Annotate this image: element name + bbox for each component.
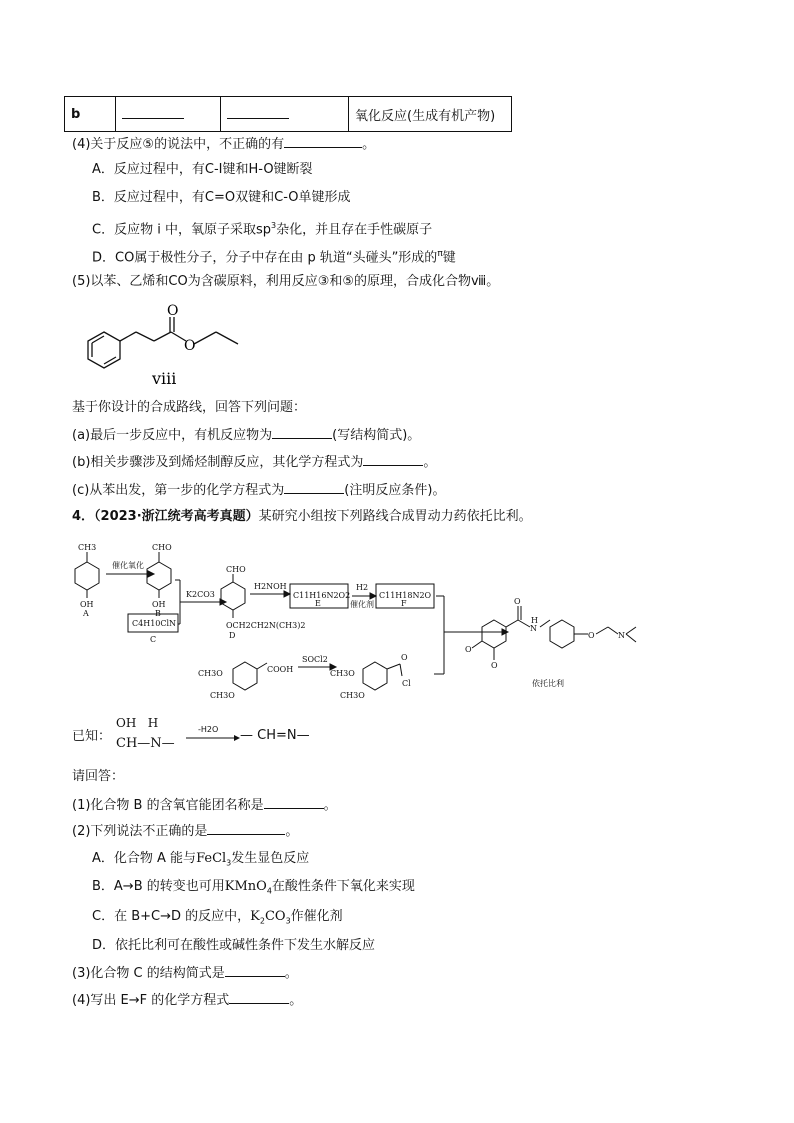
known-condition: -H2O	[198, 725, 219, 734]
k2co3-k: K	[250, 909, 260, 924]
socl2-label: SOCl2	[302, 655, 328, 664]
table-blank-cell-2	[221, 97, 349, 132]
q5-intro: 基于你设计的合成路线，回答下列问题：	[72, 400, 307, 415]
fecl3: FeCl	[196, 851, 227, 866]
answer-blank	[284, 135, 362, 148]
q4-option-c-text-2: 杂化，并且存在手性碳原子	[276, 222, 433, 238]
q4-option-c	[92, 217, 432, 239]
d-substituent: OCH2CH2N(CH3)2	[226, 621, 306, 630]
d-label: D	[229, 631, 236, 640]
option-a-text: A．化合物 A 能与	[92, 851, 197, 866]
answer-blank	[363, 453, 423, 466]
known-reactant	[116, 716, 158, 730]
q5-part-b-end: 。	[423, 455, 437, 470]
answer-blank	[264, 796, 324, 809]
synthesis-scheme	[62, 532, 662, 712]
product-name: 依托比利	[532, 679, 564, 688]
question-2	[72, 822, 298, 841]
product-ring-2	[550, 620, 574, 648]
e-label: E	[315, 599, 321, 608]
q5-part-b-text: (b)相关步骤涉及到烯烃制醇反应，其化学方程式为	[72, 455, 364, 470]
question-2-option-c	[92, 908, 343, 931]
question-1-text: (1)化合物 B 的含氧官能团名称是	[72, 798, 264, 813]
question-3-text: (3)化合物 C 的结构简式是	[72, 966, 225, 981]
sub-4: 4	[266, 886, 272, 896]
b-cho: CHO	[152, 543, 172, 552]
product-ether-o: O	[588, 631, 595, 640]
e-formula: C11H16N2O2	[293, 591, 351, 600]
b-label: B	[155, 609, 161, 618]
question-2-text: (2)下列说法不正确的是	[72, 824, 208, 839]
acid-ring	[233, 662, 257, 690]
acid-ome-2: CH3O	[210, 691, 235, 700]
answer-blank	[207, 822, 285, 835]
carbonyl-o-label: O	[167, 303, 179, 319]
question-4-end: 。	[289, 993, 303, 1008]
acid-cooh: COOH	[267, 665, 294, 674]
q5-part-a-end: (写结构简式)。	[332, 428, 421, 443]
sub-3: 3	[226, 858, 232, 868]
q5-part-c	[72, 481, 445, 500]
acyl-ome-2: CH3O	[340, 691, 365, 700]
k2co3-label: K2CO3	[186, 590, 215, 599]
question-2-option-a	[92, 850, 309, 873]
q4-stem	[72, 135, 375, 154]
problem-stem-text: 某研究小组按下列路线合成胃动力药依托比利。	[258, 509, 532, 524]
q4-stem-end: 。	[362, 137, 376, 152]
problem-number: 4．	[72, 509, 95, 524]
problem-4-stem	[72, 508, 532, 526]
f-formula: C11H18N2O	[379, 591, 432, 600]
table-blank-cell-1	[116, 97, 221, 132]
q4-option-d	[92, 245, 456, 267]
acyl-chloride-ring	[363, 662, 387, 690]
compound-viii-label: viii	[152, 369, 177, 388]
please-answer: 请回答：	[72, 769, 125, 784]
acyl-cl: Cl	[402, 679, 411, 688]
question-4	[72, 991, 302, 1010]
c-formula: C4H10ClN	[132, 619, 177, 628]
q5-part-b	[72, 453, 436, 472]
option-b-text-2: 在酸性条件下氧化来实现	[271, 879, 415, 894]
known-product: — CH=N—	[240, 728, 310, 743]
question-2-option-b	[92, 878, 415, 901]
compound-d-ring	[221, 582, 245, 610]
compound-a-ring	[75, 562, 99, 590]
reaction-table	[64, 96, 512, 132]
table-cell-reaction-type: 氧化反应(生成有机产物)	[349, 97, 512, 132]
question-1-end: 。	[323, 798, 337, 813]
q5-part-c-end: (注明反应条件)。	[344, 483, 446, 498]
product-amide-n: N	[530, 624, 537, 633]
ester-o-label: O	[184, 338, 196, 354]
answer-blank	[284, 481, 344, 494]
q5-part-a-text: (a)最后一步反应中，有机反应物为	[72, 428, 273, 443]
q4-stem-text: (4)关于反应⑤的说法中，不正确的有	[72, 137, 285, 152]
answer-blank	[229, 991, 289, 1004]
h2-label: H2	[356, 583, 369, 592]
question-3-end: 。	[284, 966, 298, 981]
f-label: F	[401, 599, 407, 608]
question-2-option-d: D．依托比利可在酸性或碱性条件下发生水解反应	[92, 938, 376, 953]
a-label: A	[83, 609, 89, 618]
known-label: 已知：	[72, 729, 112, 744]
question-3	[72, 964, 298, 983]
b-oh: OH	[152, 600, 166, 609]
known-arrow	[186, 733, 242, 743]
q4-option-a: A．反应过程中，有C-I键和H-O键断裂	[92, 162, 313, 177]
q4-option-d-text: D．CO属于极性分子，分子中存在由 p 轨道“头碰头”形成的	[92, 250, 438, 266]
problem-source: （2023·浙江统考高考真题）	[94, 509, 259, 524]
option-a-text-2: 发生显色反应	[231, 851, 310, 866]
question-4-text: (4)写出 E→F 的化学方程式	[72, 993, 230, 1008]
question-1	[72, 796, 337, 815]
product-amine-n: N	[618, 631, 625, 640]
c-label: C	[150, 635, 157, 644]
a-ch3: CH3	[78, 543, 97, 552]
product-carbonyl-o: O	[514, 597, 521, 606]
product-ome-1: O	[465, 645, 472, 654]
acyl-ome-1: CH3O	[330, 669, 355, 678]
catalyst-label: 催化剂	[350, 600, 374, 609]
acyl-o: O	[401, 653, 408, 662]
pi-symbol: π	[437, 249, 443, 259]
option-b-text: B．A→B 的转变也可用	[92, 879, 225, 894]
known-oh: OH	[116, 716, 137, 730]
sub-2: 2	[259, 916, 265, 926]
q4-option-b: B．反应过程中，有C=O双键和C-O单键形成	[92, 190, 351, 205]
q5-stem: (5)以苯、乙烯和CO为含碳原料，利用反应③和⑤的原理，合成化合物ⅷ。	[72, 274, 500, 289]
known-ch-n: CH—N—	[116, 736, 175, 751]
kmno4: KMnO	[224, 879, 267, 894]
answer-blank	[272, 426, 332, 439]
q5-part-c-text: (c)从苯出发，第一步的化学方程式为	[72, 483, 285, 498]
sub-3: 3	[285, 916, 291, 926]
option-c-text: C．在 B+C→D 的反应中，	[92, 909, 251, 924]
d-cho: CHO	[226, 565, 246, 574]
table-row-label: b	[65, 97, 116, 132]
question-2-end: 。	[285, 824, 299, 839]
product-ome-2: O	[491, 661, 498, 670]
acid-ome-1: CH3O	[198, 669, 223, 678]
q5-part-a	[72, 426, 420, 445]
k2co3-co: CO	[264, 909, 286, 924]
option-c-text-2: 作催化剂	[290, 909, 343, 924]
arrow1-label: 催化氧化	[112, 561, 144, 570]
a-oh: OH	[80, 600, 94, 609]
q4-option-d-text-2: 键	[442, 250, 456, 266]
sup-3: 3	[270, 221, 277, 230]
q4-option-c-text: C．反应物 i 中，氧原子采取sp	[92, 222, 271, 238]
compound-viii-structure	[70, 300, 260, 392]
answer-blank	[225, 964, 285, 977]
known-h: H	[147, 716, 159, 730]
h2noh-label: H2NOH	[254, 582, 287, 591]
product-amide-h: H	[531, 616, 538, 625]
